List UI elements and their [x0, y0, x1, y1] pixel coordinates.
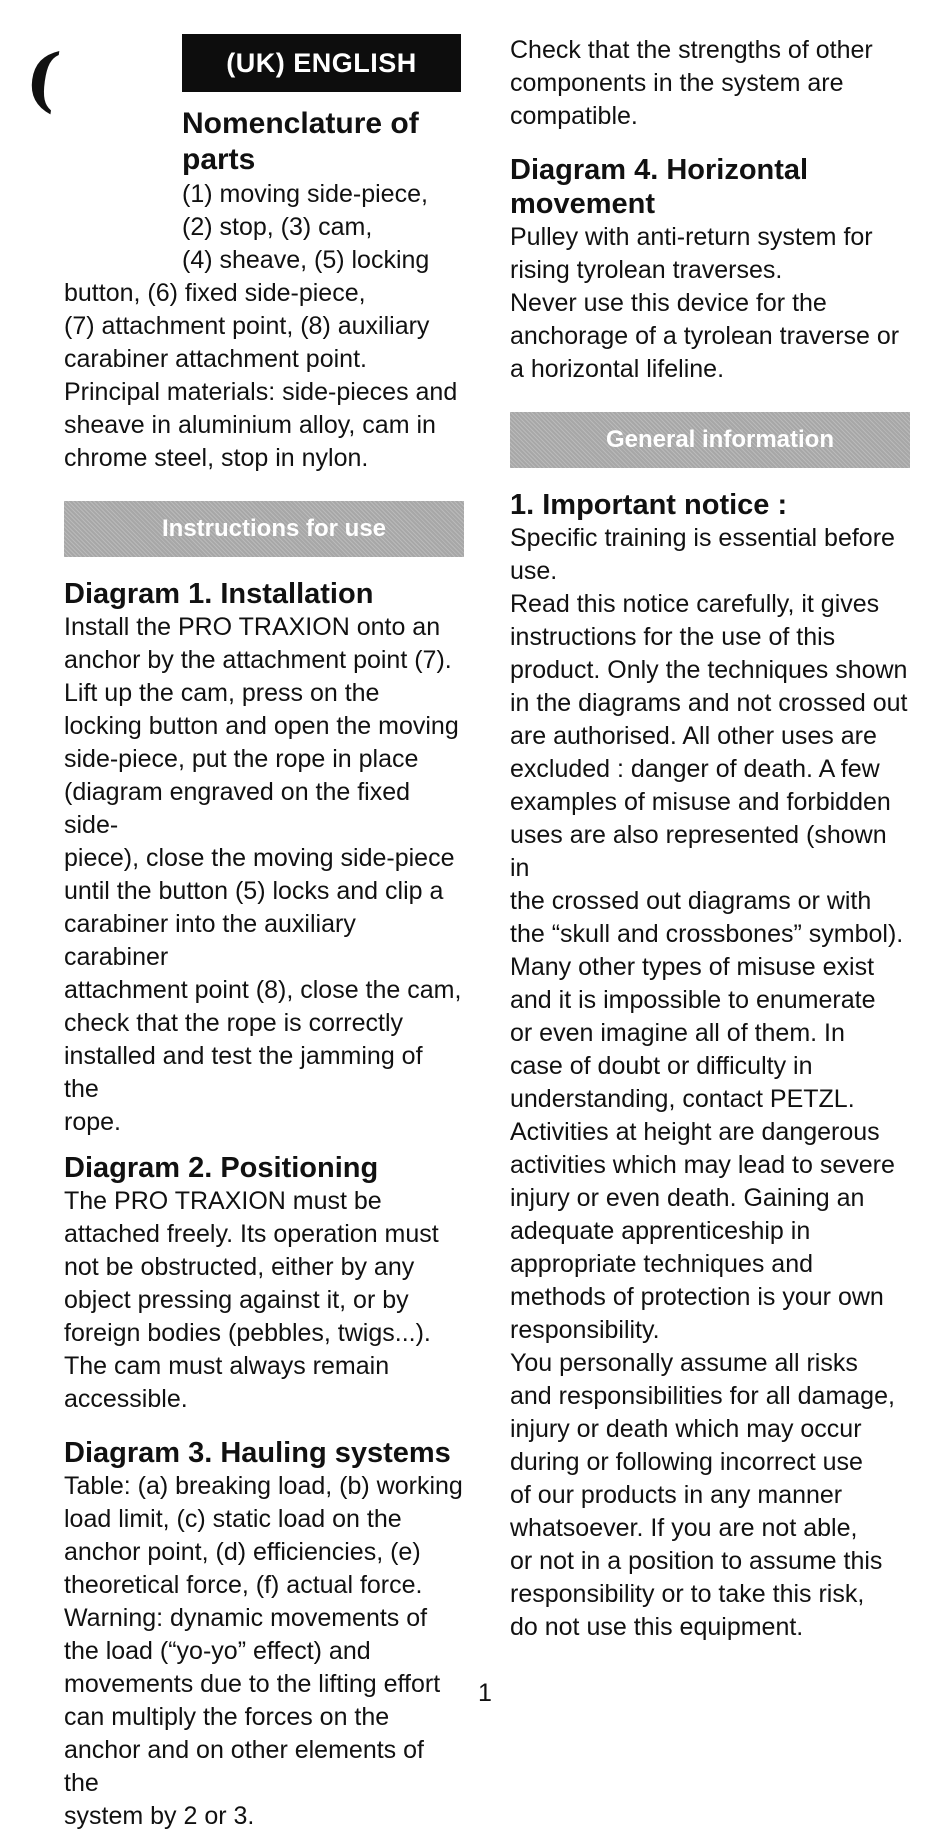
text-line: examples of misuse and forbidden: [510, 788, 891, 816]
text-line: movements due to the lifting effort: [64, 1670, 441, 1698]
language-label: (UK) ENGLISH: [182, 34, 461, 92]
text-line: anchorage of a tyrolean traverse or: [510, 322, 900, 350]
text-line: locking button and open the moving: [64, 712, 459, 740]
text-line: do not use this equipment.: [510, 1613, 804, 1641]
text-line: the “skull and crossbones” symbol).: [510, 920, 904, 948]
text-line: (1) moving side-piece,: [182, 180, 428, 208]
diagram2-text: [64, 1185, 464, 1416]
right-column: [510, 34, 910, 1644]
page-number: 1: [478, 1679, 492, 1707]
text-line: a horizontal lifeline.: [510, 355, 725, 383]
text-line: attachment point (8), close the cam,: [64, 976, 462, 1004]
text-line: responsibility or to take this risk,: [510, 1580, 865, 1608]
text-line: Install the PRO TRAXION onto an: [64, 613, 441, 641]
notice-text: [510, 522, 910, 1644]
diagram1-text: [64, 611, 464, 1139]
text-line: object pressing against it, or by: [64, 1286, 409, 1314]
text-line: until the button (5) locks and clip a: [64, 877, 444, 905]
text-line: adequate apprenticeship in: [510, 1217, 811, 1245]
text-line: piece), close the moving side-piece: [64, 844, 455, 872]
text-line: carabiner into the auxiliary carabiner: [64, 910, 356, 971]
bracket-mark: (: [20, 34, 65, 121]
text-line: Pulley with anti-return system for: [510, 223, 873, 251]
text-line: responsibility.: [510, 1316, 660, 1344]
text-line: during or following incorrect use: [510, 1448, 863, 1476]
diagram4-title: [510, 153, 910, 221]
text-line: product. Only the techniques shown: [510, 656, 908, 684]
text-line: anchor point, (d) efficiencies, (e): [64, 1538, 421, 1566]
text-line: anchor by the attachment point (7).: [64, 646, 452, 674]
text-line: the load (“yo-yo” effect) and: [64, 1637, 371, 1665]
text-line: check that the rope is correctly: [64, 1009, 404, 1037]
text-line: You personally assume all risks: [510, 1349, 858, 1377]
text-line: or even imagine all of them. In: [510, 1019, 845, 1047]
text-line: The cam must always remain: [64, 1352, 390, 1380]
text-line: Check that the strengths of other: [510, 36, 873, 64]
text-line: Read this notice carefully, it gives: [510, 590, 880, 618]
text-line: rising tyrolean traverses.: [510, 256, 783, 284]
text-line: activities which may lead to severe: [510, 1151, 895, 1179]
text-line: installed and test the jamming of the: [64, 1042, 423, 1103]
text-line: (7) attachment point, (8) auxiliary: [64, 312, 430, 340]
text-line: system by 2 or 3.: [64, 1802, 255, 1830]
text-line: components in the system are: [510, 69, 844, 97]
text-line: attached freely. Its operation must: [64, 1220, 439, 1248]
text-line: Principal materials: side-pieces and: [64, 378, 458, 406]
text-line: compatible.: [510, 102, 638, 130]
diagram4-title-line: Diagram 4. Horizontal: [510, 154, 809, 186]
text-line: injury or even death. Gaining an: [510, 1184, 865, 1212]
text-line: case of doubt or difficulty in: [510, 1052, 813, 1080]
notice-title: 1. Important notice :: [510, 489, 788, 521]
compatibility-text: [510, 34, 910, 133]
text-line: Activities at height are dangerous: [510, 1118, 880, 1146]
text-line: or not in a position to assume this: [510, 1547, 883, 1575]
nomenclature-text: [64, 178, 464, 475]
text-line: in the diagrams and not crossed out: [510, 689, 908, 717]
instructions-header: Instructions for use: [161, 515, 387, 542]
text-line: instructions for the use of this: [510, 623, 836, 651]
text-line: methods of protection is your own: [510, 1283, 884, 1311]
text-line: accessible.: [64, 1385, 188, 1413]
text-line: side-piece, put the rope in place: [64, 745, 419, 773]
text-line: anchor and on other elements of the: [64, 1736, 424, 1797]
text-line: not be obstructed, either by any: [64, 1253, 415, 1281]
text-line: foreign bodies (pebbles, twigs...).: [64, 1319, 431, 1347]
text-line: are authorised. All other uses are: [510, 722, 877, 750]
text-line: Never use this device for the: [510, 289, 827, 317]
text-line: The PRO TRAXION must be: [64, 1187, 382, 1215]
diagram4-title-line: movement: [510, 188, 656, 220]
text-line: rope.: [64, 1108, 121, 1136]
text-line: Warning: dynamic movements of: [64, 1604, 428, 1632]
text-line: Lift up the cam, press on the: [64, 679, 380, 707]
text-line: uses are also represented (shown in: [510, 821, 887, 882]
text-line: and responsibilities for all damage,: [510, 1382, 895, 1410]
text-line: carabiner attachment point.: [64, 345, 367, 373]
diagram3-text: [64, 1470, 464, 1833]
text-line: and it is impossible to enumerate: [510, 986, 876, 1014]
text-line: Specific training is essential before: [510, 524, 895, 552]
text-line: can multiply the forces on the: [64, 1703, 390, 1731]
diagram3-title: Diagram 3. Hauling systems: [64, 1437, 451, 1469]
text-line: of our products in any manner: [510, 1481, 843, 1509]
nomenclature-title: Nomenclature of parts: [182, 107, 419, 176]
diagram1-title: Diagram 1. Installation: [64, 578, 374, 610]
text-line: sheave in aluminium alloy, cam in: [64, 411, 436, 439]
text-line: (2) stop, (3) cam,: [182, 213, 373, 241]
general-header-band: [510, 412, 910, 468]
text-line: load limit, (c) static load on the: [64, 1505, 402, 1533]
text-line: Table: (a) breaking load, (b) working: [64, 1472, 463, 1500]
text-line: (diagram engraved on the fixed side-: [64, 778, 411, 839]
text-line: excluded : danger of death. A few: [510, 755, 880, 783]
diagram4-text: [510, 221, 910, 386]
text-line: injury or death which may occur: [510, 1415, 862, 1443]
text-line: understanding, contact PETZL.: [510, 1085, 855, 1113]
text-line: chrome steel, stop in nylon.: [64, 444, 369, 472]
text-line: theoretical force, (f) actual force.: [64, 1571, 423, 1599]
text-line: button, (6) fixed side-piece,: [64, 279, 366, 307]
left-column: [64, 34, 464, 1833]
text-line: whatsoever. If you are not able,: [510, 1514, 858, 1542]
text-line: Many other types of misuse exist: [510, 953, 875, 981]
text-line: use.: [510, 557, 558, 585]
text-line: appropriate techniques and: [510, 1250, 814, 1278]
instructions-header-band: [64, 501, 464, 557]
diagram2-title: Diagram 2. Positioning: [64, 1152, 379, 1184]
general-header: General information: [605, 426, 835, 453]
text-line: the crossed out diagrams or with: [510, 887, 872, 915]
text-line: (4) sheave, (5) locking: [182, 246, 430, 274]
